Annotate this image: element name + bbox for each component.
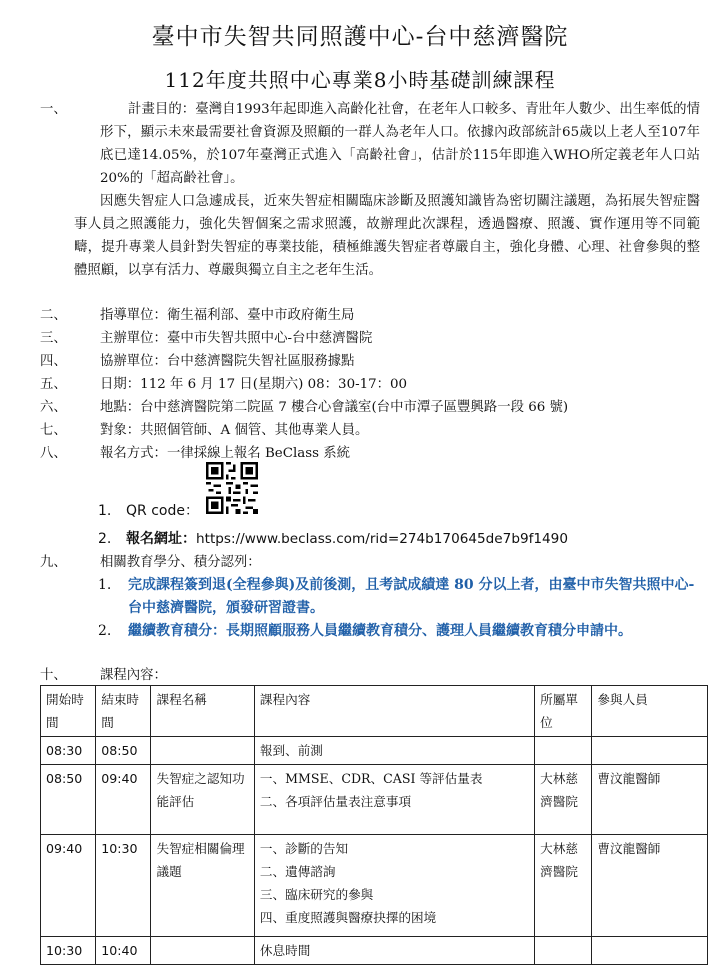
section-number: 八、 <box>40 446 67 461</box>
section-purpose <box>40 98 700 282</box>
item-number: 1. <box>98 503 112 519</box>
page-title: 臺中市失智共同照護中心-台中慈濟醫院 <box>151 24 569 50</box>
section-number: 四、 <box>40 354 67 369</box>
section-number: 七、 <box>40 423 67 438</box>
section-co-organizer <box>40 350 700 373</box>
content-line: 四、重度照護與醫療抉擇的困境 <box>259 910 437 925</box>
section-number: 九、 <box>40 555 67 570</box>
header-unit: 所屬單位 <box>535 686 592 737</box>
end-time-cell: 09:40 <box>96 765 151 835</box>
section-organizer <box>40 327 700 350</box>
date-text: 日期：112 年 6 月 17 日(星期六) 08：30-17：00 <box>100 377 408 392</box>
header-course-content: 課程內容 <box>254 686 534 737</box>
section-guidance <box>40 304 700 327</box>
registration-url-link[interactable]: https://www.beclass.com/rid=274b170645de7b9f1490 <box>196 531 568 547</box>
end-time-cell: 10:30 <box>96 835 151 937</box>
section-location <box>40 396 700 419</box>
registration-text: 報名方式：一律採線上報名 BeClass 系統 <box>100 446 351 461</box>
table-row <box>41 835 708 937</box>
course-name-cell: 失智症之認知功能評估 <box>151 765 254 835</box>
table-row <box>41 765 708 835</box>
section-number: 三、 <box>40 331 67 346</box>
header-start-time: 開始時間 <box>41 686 96 737</box>
course-name-cell: 失智症相關倫理議題 <box>151 835 254 937</box>
header-participants: 參與人員 <box>592 686 708 737</box>
credit-item-2 <box>98 620 698 643</box>
organizer-text: 主辦單位：臺中市失智共照中心-台中慈濟醫院 <box>100 331 373 346</box>
start-time-cell: 09:40 <box>41 835 96 937</box>
unit-cell <box>535 737 592 765</box>
credit-item-1-text: 完成課程簽到退(全程參與)及前後測，且考試成績達 80 分以上者，由臺中市失智共照中心-台中慈濟醫院，頒發研習證書。 <box>128 577 695 616</box>
location-text: 地點：台中慈濟醫院第二院區 7 樓合心會議室(台中市潭子區豐興路一段 66 號) <box>100 400 569 415</box>
course-name-cell <box>151 737 254 765</box>
purpose-paragraph-2: 因應失智症人口急遽成長，近來失智症相關臨床診斷及照護知識皆為密切關注議題，為拓展失智症醫事人員之照護能力，強化失智個案之需求照護，故辦理此次課程，透過醫療、照護、實作運用等不同範疇，提升專業人員針對失智症的專業技能，積極維護失智症者尊嚴自主，強化身體、心理、社會參與的整體照顧，以享有活力、尊嚴與獨立自主之老年生活。 <box>74 194 700 278</box>
header-course-name: 課程名稱 <box>151 686 254 737</box>
registration-url-row <box>98 528 568 551</box>
section-registration <box>40 442 700 465</box>
content-line: 三、臨床研究的參與 <box>259 887 374 902</box>
table-row <box>41 937 708 965</box>
unit-cell: 大林慈濟醫院 <box>535 765 592 835</box>
table-header-row <box>41 686 708 737</box>
course-content-cell <box>254 765 534 835</box>
audience-text: 對象：共照個管師、A 個管、其他專業人員。 <box>100 423 369 438</box>
section-number: 二、 <box>40 308 67 323</box>
unit-cell <box>535 937 592 965</box>
participant-cell: 曹汶龍醫師 <box>592 835 708 937</box>
qr-code-label: QR code： <box>126 503 199 519</box>
credit-item-1 <box>98 574 698 620</box>
credits-text: 相關教育學分、積分認列： <box>100 555 261 570</box>
start-time-cell: 08:50 <box>41 765 96 835</box>
course-content-text: 課程內容： <box>100 668 167 683</box>
section-credits <box>40 551 700 574</box>
course-content-cell <box>254 937 534 965</box>
end-time-cell: 10:40 <box>96 937 151 965</box>
item-number: 1. <box>98 577 112 593</box>
co-organizer-text: 協辦單位：台中慈濟醫院失智社區服務據點 <box>100 354 355 369</box>
item-number: 2. <box>98 531 112 547</box>
content-line: 一、MMSE、CDR、CASI 等評估量表 <box>259 771 483 786</box>
item-number: 2. <box>98 623 112 639</box>
content-line: 二、各項評估量表注意事項 <box>259 794 412 809</box>
section-audience <box>40 419 700 442</box>
purpose-paragraph-1: 計畫目的：臺灣自1993年起即進入高齡化社會，在老年人口較多、青壯年人數少、出生率低的情形下，顯示未來最需要社會資源及照顧的一群人為老年人口。依據內政部統計65歲以上老人至107年底已達14.05%，於107年臺灣正式進入「高齡社會」，估計於115年即進入WHO所定義老年人口站20%的「超高齡社會」。 <box>100 102 700 186</box>
page-subtitle: 112年度共照中心專業8小時基礎訓練課程 <box>164 68 556 92</box>
course-name-cell <box>151 937 254 965</box>
qr-code-row <box>98 500 199 523</box>
header-end-time: 結束時間 <box>96 686 151 737</box>
guidance-text: 指導單位：衛生福利部、臺中市政府衛生局 <box>100 308 355 323</box>
start-time-cell: 10:30 <box>41 937 96 965</box>
section-number: 一、 <box>40 102 67 117</box>
section-number: 六、 <box>40 400 67 415</box>
table-row <box>41 737 708 765</box>
participant-cell: 曹汶龍醫師 <box>592 765 708 835</box>
participant-cell <box>592 737 708 765</box>
section-date <box>40 373 700 396</box>
content-line: 報到、前測 <box>259 743 323 758</box>
section-number: 五、 <box>40 377 67 392</box>
content-line: 二、遺傳諮詢 <box>259 864 336 879</box>
section-number: 十、 <box>40 668 67 683</box>
start-time-cell: 08:30 <box>41 737 96 765</box>
end-time-cell: 08:50 <box>96 737 151 765</box>
content-line: 休息時間 <box>259 943 311 958</box>
credit-item-2-text: 繼續教育積分：長期照顧服務人員繼續教育積分、護理人員繼續教育積分申請中。 <box>128 623 632 639</box>
url-label: 報名網址： <box>126 531 196 547</box>
course-content-cell <box>254 835 534 937</box>
course-table <box>40 685 708 965</box>
course-content-cell <box>254 737 534 765</box>
content-line: 一、診斷的告知 <box>259 841 349 856</box>
section-course-content <box>40 664 700 687</box>
unit-cell: 大林慈濟醫院 <box>535 835 592 937</box>
qr-code-image[interactable] <box>206 462 258 514</box>
participant-cell <box>592 937 708 965</box>
